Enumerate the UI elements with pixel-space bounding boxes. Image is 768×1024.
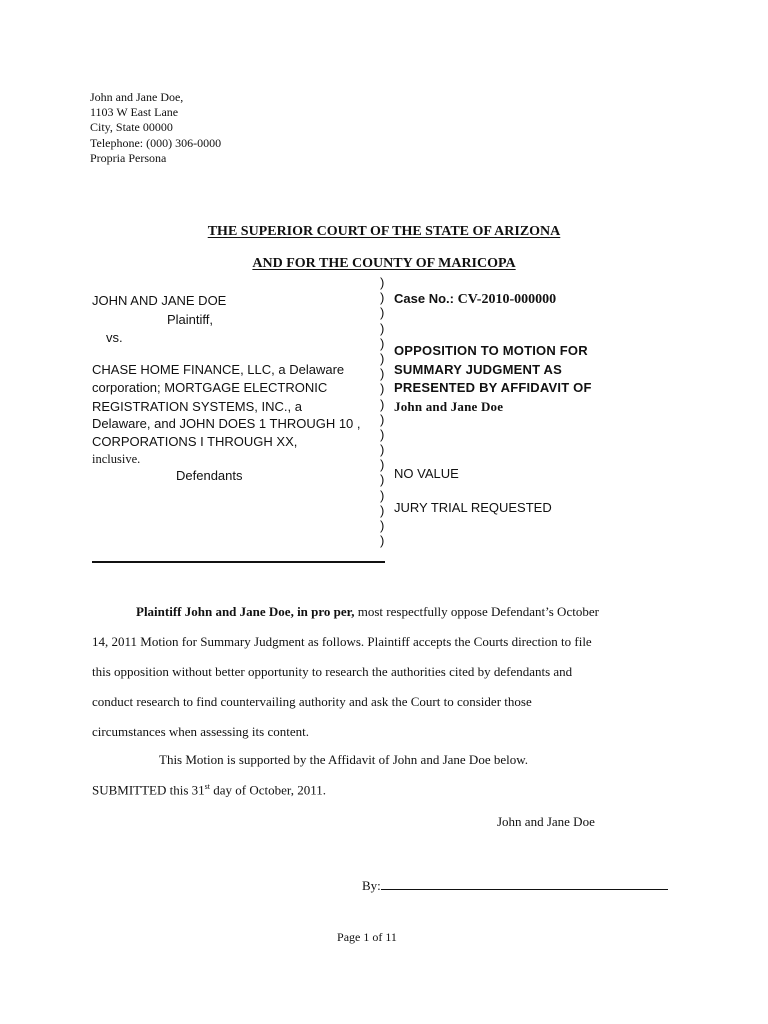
body-line: [92, 597, 692, 627]
paren: ): [380, 472, 385, 488]
submitted-date: [92, 782, 326, 798]
paren: ): [380, 442, 385, 458]
defendant-line: CORPORATIONS I THROUGH XX,: [92, 434, 298, 449]
plaintiff-name: JOHN AND JANE DOE: [92, 293, 227, 308]
signature-line: [362, 878, 668, 894]
defendant-line: corporation; MORTGAGE ELECTRONIC: [92, 380, 328, 395]
lead-rest: most respectfully oppose Defendant’s October: [354, 604, 599, 619]
body-line: conduct research to find countervailing authority and ask the Court to consider those: [92, 694, 532, 709]
paren: ): [380, 335, 385, 351]
paren: ): [380, 305, 385, 321]
header-line: City, State 00000: [90, 120, 173, 135]
body-line: circumstances when assessing its content.: [92, 724, 309, 739]
versus: vs.: [106, 330, 123, 345]
document-title: [394, 342, 654, 416]
signature-blank: [381, 879, 668, 890]
paren: ): [380, 366, 385, 382]
header-line: Telephone: (000) 306-0000: [90, 135, 222, 150]
header-line: Propria Persona: [90, 150, 167, 165]
ordinal-suffix: st: [204, 782, 211, 791]
body-line: this opposition without better opportunity to research the authorities cited by defendants and: [92, 664, 573, 679]
attorney-header: [90, 90, 221, 166]
page-number: Page 1 of 11: [337, 930, 397, 944]
caption-divider: [92, 561, 385, 563]
paren: ): [380, 320, 385, 336]
jury-trial-note: JURY TRIAL REQUESTED: [394, 500, 552, 515]
paren: ): [380, 381, 385, 397]
plaintiff-role: Plaintiff,: [167, 312, 214, 327]
title-line: PRESENTED BY AFFIDAVIT OF: [394, 380, 592, 395]
defendant-line: Delaware, and JOHN DOES 1 THROUGH 10 ,: [92, 416, 361, 431]
submitted-post: day of October, 2011.: [210, 782, 326, 798]
signer-name: John and Jane Doe: [497, 814, 595, 829]
title-line: OPPOSITION TO MOTION FOR: [394, 343, 588, 358]
court-title: THE SUPERIOR COURT OF THE STATE OF ARIZONA: [207, 224, 561, 239]
paren: ): [380, 502, 385, 518]
paren: ): [380, 396, 385, 412]
submitted-pre: SUBMITTED this 31: [92, 782, 205, 798]
title-line: John and Jane Doe: [394, 398, 504, 414]
paren: ): [380, 290, 385, 306]
defendant-role: Defendants: [176, 468, 243, 483]
case-label: Case No.:: [394, 291, 454, 306]
court-county: AND FOR THE COUNTY OF MARICOPA: [252, 256, 516, 271]
paren: ): [380, 457, 385, 473]
paren: ): [380, 487, 385, 503]
support-statement: This Motion is supported by the Affidavit of John and Jane Doe below.: [159, 752, 529, 767]
opposition-body: [92, 597, 692, 747]
paren: ): [380, 275, 385, 290]
header-line: 1103 W East Lane: [90, 105, 179, 120]
case-value: CV-2010-000000: [457, 292, 557, 307]
defendant-line: CHASE HOME FINANCE, LLC, a Delaware: [92, 362, 345, 377]
paren: ): [380, 411, 385, 427]
body-line: 14, 2011 Motion for Summary Judgment as follows. Plaintiff accepts the Courts direction to file: [92, 634, 592, 649]
defendant-line: REGISTRATION SYSTEMS, INC., a: [92, 399, 302, 414]
caption-paren-column: [380, 275, 384, 548]
case-number: [394, 291, 654, 308]
paren: ): [380, 426, 385, 442]
paren: ): [380, 350, 385, 366]
paren: ): [380, 533, 385, 549]
paren: ): [380, 518, 385, 533]
lead-bold: Plaintiff John and Jane Doe, in pro per,: [136, 604, 355, 619]
by-label: By:: [362, 878, 381, 893]
no-value-note: NO VALUE: [394, 466, 459, 481]
header-line: John and Jane Doe,: [90, 90, 184, 104]
title-line: SUMMARY JUDGMENT AS: [394, 361, 562, 377]
defendant-line: inclusive.: [92, 452, 141, 466]
